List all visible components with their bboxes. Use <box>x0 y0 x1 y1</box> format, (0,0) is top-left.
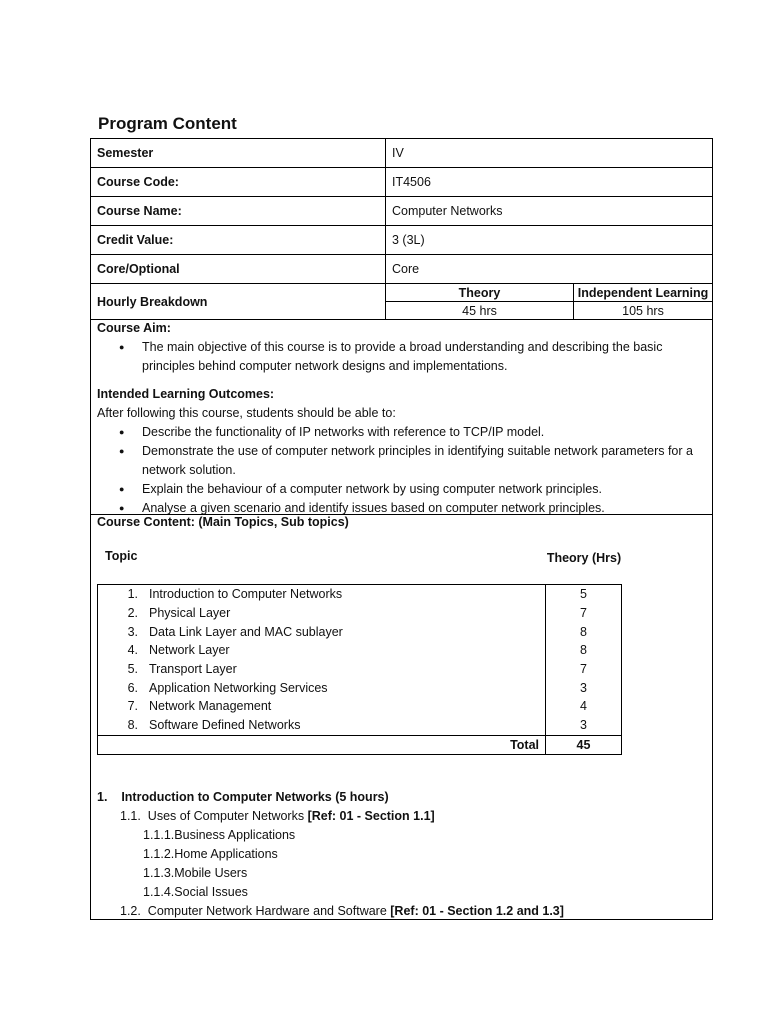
table-row <box>98 604 622 623</box>
topic-hours: 5 <box>546 585 622 604</box>
theory-hours: 45 hrs <box>386 302 574 320</box>
topic-name: Application Networking Services <box>149 678 546 697</box>
topic-number: 6. <box>98 678 150 697</box>
credit-value-row <box>91 226 713 255</box>
table-row <box>98 678 622 697</box>
outcome-bullet: ● Explain the behaviour of a computer network by using computer network principles. <box>97 480 707 499</box>
credit-value-label: Credit Value: <box>91 226 386 255</box>
subsection-1-1-3: 1.1.3.Mobile Users <box>143 866 248 880</box>
topics-table <box>97 584 622 755</box>
topic-number: 2. <box>98 604 150 623</box>
core-optional-value: Core <box>386 255 713 284</box>
topic-number: 8. <box>98 716 150 735</box>
course-name-label: Course Name: <box>91 197 386 226</box>
theory-hrs-column-header: Theory (Hrs) <box>546 551 622 565</box>
course-code-label: Course Code: <box>91 168 386 197</box>
section-divider <box>90 319 713 320</box>
semester-label: Semester <box>91 139 386 168</box>
topic-name: Software Defined Networks <box>149 716 546 735</box>
table-row <box>98 697 622 716</box>
topic-name: Network Management <box>149 697 546 716</box>
topic-name: Physical Layer <box>149 604 546 623</box>
topic-number: 1. <box>98 585 150 604</box>
hourly-breakdown-cell <box>386 284 713 320</box>
topic-name: Introduction to Computer Networks <box>149 585 546 604</box>
course-name-value: Computer Networks <box>386 197 713 226</box>
page-title: Program Content <box>98 114 237 133</box>
theory-header: Theory <box>386 284 574 302</box>
course-code-row <box>91 168 713 197</box>
course-name-row <box>91 197 713 226</box>
credit-value-value: 3 (3L) <box>386 226 713 255</box>
detailed-syllabus <box>97 788 707 921</box>
course-info-table <box>90 138 713 320</box>
course-content-heading: Course Content: (Main Topics, Sub topics) <box>97 515 349 529</box>
topic-hours: 8 <box>546 622 622 641</box>
topic-hours: 7 <box>546 604 622 623</box>
subsection-1-1-2: 1.1.2.Home Applications <box>143 847 278 861</box>
topic-number: 4. <box>98 641 150 660</box>
hourly-breakdown-row <box>91 284 713 320</box>
topic-hours: 8 <box>546 641 622 660</box>
course-aim-heading: Course Aim: <box>97 321 171 335</box>
topic-hours: 3 <box>546 716 622 735</box>
independent-learning-header: Independent Learning <box>574 284 713 302</box>
semester-row <box>91 139 713 168</box>
table-row <box>98 622 622 641</box>
topic-name: Transport Layer <box>149 660 546 679</box>
outcomes-intro: After following this course, students should be able to: <box>97 406 396 420</box>
outcomes-heading: Intended Learning Outcomes: <box>97 387 275 401</box>
course-code-value: IT4506 <box>386 168 713 197</box>
topic-number: 3. <box>98 622 150 641</box>
topic-hours: 7 <box>546 660 622 679</box>
subsection-1-1-1: 1.1.1.Business Applications <box>143 828 296 842</box>
subsection-1-2-text: 1.2. Computer Network Hardware and Software <box>120 904 391 918</box>
subsection-1-1-text: 1.1. Uses of Computer Networks <box>120 809 308 823</box>
topic-column-header: Topic <box>105 549 138 563</box>
total-row <box>98 735 622 755</box>
hourly-breakdown-table <box>386 284 712 319</box>
course-aim-list <box>97 338 707 376</box>
aim-outcomes-section <box>97 319 707 518</box>
section-1-heading: 1. Introduction to Computer Networks (5 hours) <box>97 790 389 804</box>
outcomes-list <box>97 423 707 518</box>
table-row <box>98 585 622 604</box>
outcome-bullet: ● Analyse a given scenario and identify issues based on computer network principles. <box>97 499 707 518</box>
topic-name: Network Layer <box>149 641 546 660</box>
table-row <box>98 716 622 735</box>
total-value: 45 <box>546 735 622 755</box>
subsection-1-1 <box>97 807 707 826</box>
subsection-1-2-ref: [Ref: 01 - Section 1.2 and 1.3] <box>390 904 564 918</box>
outcome-bullet: ● Describe the functionality of IP networks with reference to TCP/IP model. <box>97 423 707 442</box>
topic-number: 5. <box>98 660 150 679</box>
subsection-1-1-ref: [Ref: 01 - Section 1.1] <box>307 809 435 823</box>
total-label: Total <box>98 735 546 755</box>
core-optional-label: Core/Optional <box>91 255 386 284</box>
table-row <box>98 660 622 679</box>
topic-number: 7. <box>98 697 150 716</box>
topic-hours: 4 <box>546 697 622 716</box>
topic-hours: 3 <box>546 678 622 697</box>
subsection-1-1-4: 1.1.4.Social Issues <box>143 885 248 899</box>
semester-value: IV <box>386 139 713 168</box>
outcome-bullet: ● Demonstrate the use of computer network principles in identifying suitable network parameters for a network solution. <box>97 442 707 480</box>
hourly-breakdown-label: Hourly Breakdown <box>91 284 386 320</box>
core-optional-row <box>91 255 713 284</box>
independent-learning-hours: 105 hrs <box>622 303 664 318</box>
topic-name: Data Link Layer and MAC sublayer <box>149 622 546 641</box>
course-aim-bullet: ● The main objective of this course is to provide a broad understanding and describing the basic principles behind computer network designs and implementations. <box>97 338 707 376</box>
subsection-1-2 <box>97 902 707 921</box>
table-row <box>98 641 622 660</box>
